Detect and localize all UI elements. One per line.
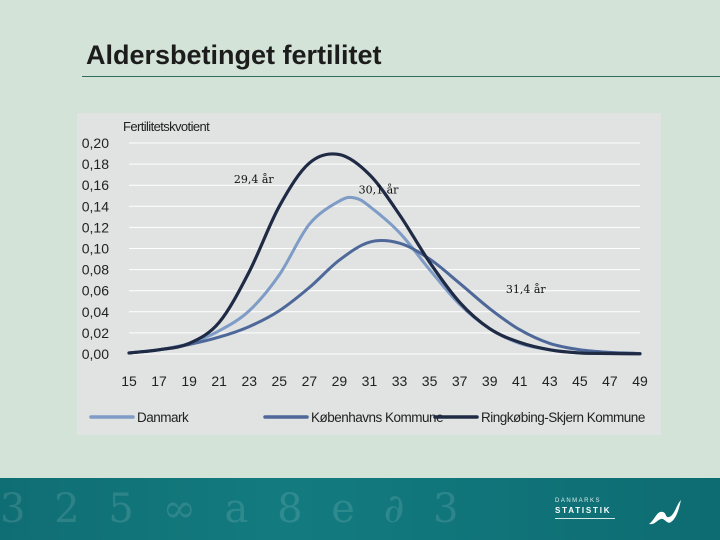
x-tick-label: 41 [511, 373, 528, 389]
slide-title: Aldersbetinget fertilitet [86, 40, 382, 70]
x-tick-label: 25 [271, 373, 288, 389]
legend-label: Ringkøbing-Skjern Kommune [481, 410, 645, 425]
y-tick-label: 0,16 [81, 177, 109, 194]
y-tick-label: 0,08 [81, 261, 109, 278]
x-tick-label: 15 [121, 373, 137, 389]
peak-age-annotation: 31,4 år [505, 282, 546, 296]
x-tick-label: 27 [301, 373, 318, 389]
legend-label: Danmark [137, 410, 189, 425]
x-tick-label: 19 [181, 373, 197, 389]
x-tick-label: 35 [421, 373, 438, 389]
y-tick-label: 0,20 [81, 135, 109, 151]
title-divider [82, 76, 720, 77]
peak-age-annotation: 29,4 år [233, 173, 274, 187]
y-tick-label: 0,00 [81, 346, 109, 362]
chart-panel [77, 113, 661, 435]
y-tick-label: 0,02 [81, 324, 109, 341]
series-line-danmark [129, 197, 640, 353]
y-tick-label: 0,04 [81, 303, 109, 320]
logo-wave-icon [647, 498, 683, 528]
x-tick-label: 21 [211, 373, 227, 389]
x-tick-label: 37 [451, 373, 468, 389]
x-tick-label: 23 [241, 373, 258, 389]
x-tick-label: 39 [481, 373, 498, 389]
x-tick-label: 31 [361, 373, 378, 389]
y-tick-label: 0,06 [81, 282, 109, 299]
x-tick-label: 43 [542, 373, 558, 389]
legend-label: Københavns Kommune [311, 410, 444, 425]
y-tick-label: 0,12 [81, 219, 109, 236]
x-tick-label: 47 [602, 373, 618, 389]
footer-decoration: 3 2 5 ∞ a 8 e ∂ 3 [0, 486, 467, 532]
peak-age-annotation: 30,1 år [358, 183, 399, 197]
y-tick-label: 0,18 [81, 156, 109, 173]
y-tick-label: 0,10 [81, 240, 109, 257]
fertility-chart [77, 113, 661, 435]
x-tick-label: 49 [632, 373, 648, 389]
logo-underline [555, 518, 615, 519]
x-tick-label: 45 [572, 373, 588, 389]
logo-line-1: DANMARKS [555, 498, 602, 504]
logo-line-2: STATISTIK [555, 506, 612, 515]
y-tick-label: 0,14 [81, 198, 109, 215]
x-tick-label: 17 [151, 373, 167, 389]
x-tick-label: 33 [391, 373, 408, 389]
x-tick-label: 29 [331, 373, 348, 389]
danmarks-statistik-logo [555, 498, 695, 530]
y-axis-label: Fertilitetskvotient [123, 119, 210, 134]
